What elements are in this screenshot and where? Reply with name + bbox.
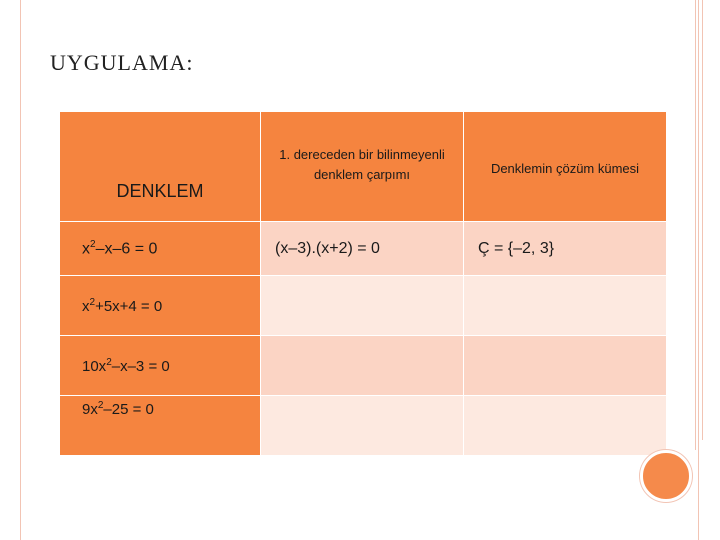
solution-cell <box>464 396 667 456</box>
equation-exponent: 2 <box>89 296 96 308</box>
equation-cell <box>60 336 261 396</box>
header-solution <box>464 112 667 222</box>
equation-exponent: 2 <box>90 238 96 250</box>
header-product-line2: denklem çarpımı <box>313 166 411 182</box>
header-product <box>261 112 464 222</box>
header-denklem-label: DENKLEM <box>116 181 204 201</box>
decorative-line <box>702 0 703 440</box>
header-solution-label: Denklemin çözüm kümesi <box>490 160 640 176</box>
decorative-line <box>695 0 696 450</box>
equation-rest: –x–3 = 0 <box>111 357 170 375</box>
header-product-line1: 1. dereceden bir bilinmeyenli <box>279 146 445 162</box>
equation-base: x <box>82 240 90 258</box>
equation-cell <box>60 396 261 456</box>
equation-rest: –x–6 = 0 <box>95 240 158 258</box>
equation-base: x <box>82 297 90 315</box>
slide-title: UYGULAMA: <box>50 50 194 75</box>
equation-rest: +5x+4 = 0 <box>95 297 163 315</box>
product-cell <box>261 336 464 396</box>
product-cell <box>261 222 464 276</box>
solution-cell <box>464 222 667 276</box>
solution-cell <box>464 336 667 396</box>
product-text: (x–3).(x+2) = 0 <box>275 239 380 257</box>
product-cell <box>261 276 464 336</box>
equation-cell <box>60 222 261 276</box>
equation-table <box>59 111 667 456</box>
header-denklem <box>60 112 261 222</box>
equation-exponent: 2 <box>106 356 112 368</box>
product-cell <box>261 396 464 456</box>
equation-base: 10x <box>82 357 107 375</box>
equation-exponent: 2 <box>97 400 104 411</box>
equation-cell <box>60 276 261 336</box>
equation-base: 9x <box>82 401 98 418</box>
solution-cell <box>464 276 667 336</box>
decorative-circle <box>640 450 692 502</box>
equation-rest: –25 = 0 <box>103 401 154 418</box>
solution-text: Ç = {–2, 3} <box>478 239 555 257</box>
